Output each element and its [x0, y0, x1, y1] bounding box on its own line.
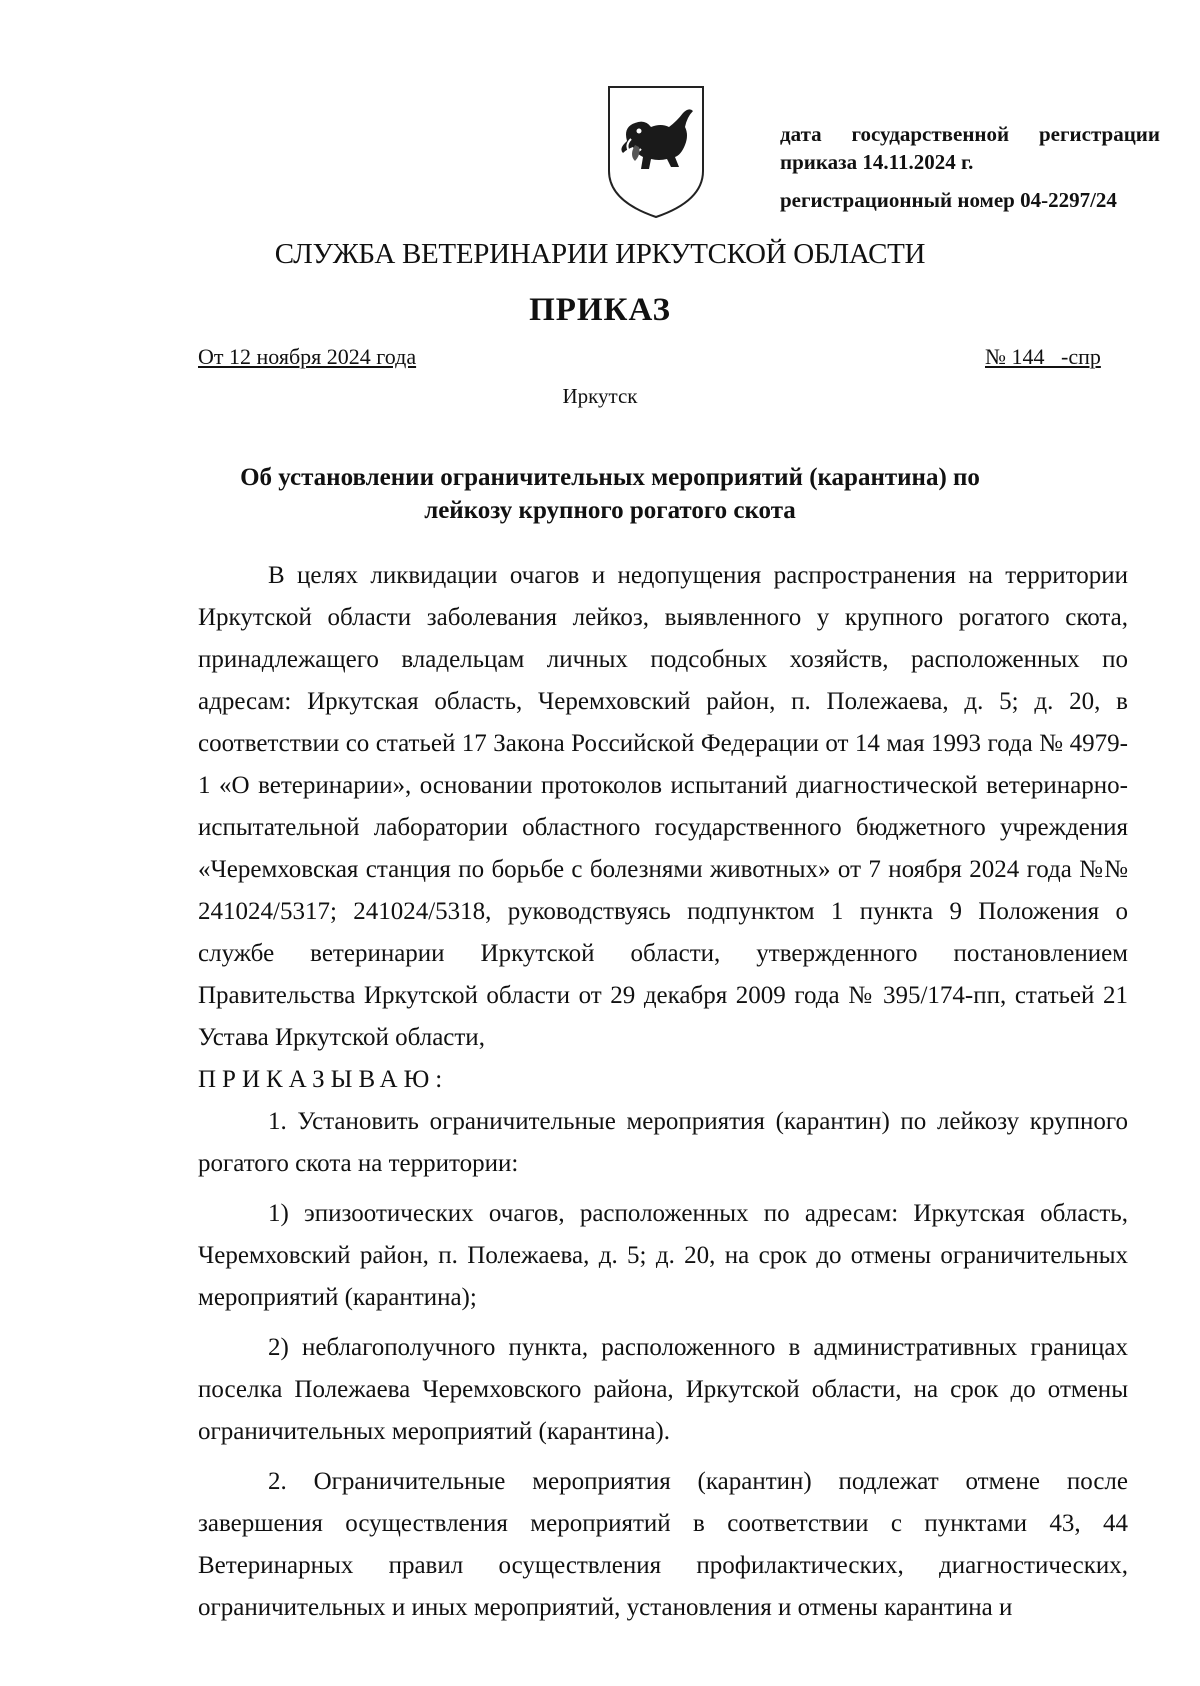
clause-2: 2. Ограничительные мероприятия (карантин) подлежат отмене после завершения осуществления мероприятий в соответствии с пунктами 43, 44 Ветеринарных правил осуществления профилактических, диагностических, ограничительных и иных мероприятий, установления и отмены карантина и — [198, 1468, 1128, 1621]
order-subject — [180, 461, 1040, 527]
preamble-paragraph: В целях ликвидации очагов и недопущения распространения на территории Иркутской области заболевания лейкоз, выявленного у крупного рогатого скота, принадлежащего владельцам личных подсобных хозяйств, расположенных по адресам: Иркутская область, Черемховский район, п. Полежаева, д. 5; д. 20, в соответствии со статьей 17 Закона Российской Федерации от 14 мая 1993 года № 4979-1 «О ветеринарии», основании протоколов испытаний диагностической ветеринарно-испытательной лаборатории областного государственного бюджетного учреждения «Черемховская станция по борьбе с болезнями животных» от 7 ноября 2024 года №№ 241024/5317; 241024/5318, руководствуясь подпунктом 1 пункта 9 Положения о службе ветеринарии Иркутской области, утвержденного постановлением Правительства Иркутской области от 29 декабря 2009 года № 395/174-пп, статьей 21 Устава Иркутской области, — [198, 562, 1128, 1051]
agency-name: СЛУЖБА ВЕТЕРИНАРИИ ИРКУТСКОЙ ОБЛАСТИ — [274, 238, 926, 270]
order-body — [198, 555, 1128, 1629]
city: Иркутск — [562, 384, 638, 408]
order-date: От 12 ноября 2024 года — [198, 344, 417, 369]
registration-date: приказа 14.11.2024 г. — [780, 150, 974, 174]
clause-1-2: 2) неблагополучного пункта, расположенного в административных границах поселка Полежаева Черемховского района, Иркутской области, на срок до отмены ограничительных мероприятий (карантина). — [198, 1334, 1128, 1445]
registration-stamp — [780, 120, 1160, 214]
prikazyvayu-heading: ПРИКАЗЫВАЮ: — [198, 1066, 449, 1093]
clause-1: 1. Установить ограничительные мероприятия (карантин) по лейкозу крупного рогатого скота на территории: — [198, 1108, 1128, 1177]
registration-number: регистрационный номер 04-2297/24 — [780, 188, 1117, 212]
subject-line: лейкозу крупного рогатого скота — [424, 497, 796, 524]
clause-1-1: 1) эпизоотических очагов, расположенных по адресам: Иркутская область, Черемховский район, п. Полежаева, д. 5; д. 20, на срок до отмены ограничительных мероприятий (карантина); — [198, 1200, 1128, 1311]
irkutsk-coat-of-arms-icon — [605, 83, 707, 221]
registration-label: дата государственной регистрации — [780, 122, 1160, 146]
order-number: № 144 -спр — [985, 344, 1101, 369]
document-title: ПРИКАЗ — [529, 292, 671, 328]
subject-line: Об установлении ограничительных мероприятий (карантина) по — [240, 464, 980, 491]
